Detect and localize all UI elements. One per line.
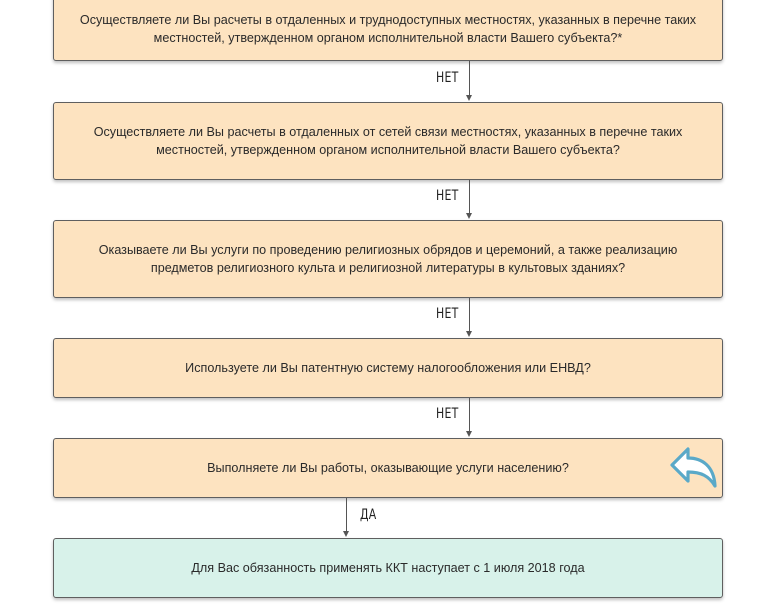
question-box-1 [53,0,723,61]
question-text-4: Используете ли Вы патентную систему налогообложения или ЕНВД? [185,361,591,375]
connector-1 [469,61,470,96]
question-text-2: Осуществляете ли Вы расчеты в отдаленных от сетей связи местностях, указанных в перечне таких местностей, утвержденном органом исполнительной власти Вашего субъекта? [93,125,683,157]
question-box-5 [53,438,723,498]
back-arrow-icon[interactable] [666,440,722,494]
label-no-2: НЕТ [436,188,459,204]
arrowhead-4 [466,431,472,437]
connector-3 [469,298,470,332]
connector-5 [346,498,347,532]
question-text-1: Осуществляете ли Вы расчеты в отдаленных и труднодоступных местностях, указанных в перечне таких местностей, утвержденном органом исполнительной власти Вашего субъекта?* [79,12,697,45]
arrowhead-1 [466,95,472,101]
label-no-3: НЕТ [436,306,459,322]
question-box-2 [53,102,723,180]
question-box-3 [53,220,723,298]
question-box-4 [53,338,723,398]
connector-2 [469,180,470,214]
label-no-1: НЕТ [436,70,459,86]
arrowhead-2 [466,213,472,219]
connector-4 [469,398,470,432]
answer-box [53,538,723,598]
question-text-5: Выполняете ли Вы работы, оказывающие услуги населению? [207,461,569,475]
label-yes: ДА [360,507,377,523]
answer-text: Для Вас обязанность применять ККТ наступает с 1 июля 2018 года [191,561,585,575]
question-text-3: Оказываете ли Вы услуги по проведению религиозных обрядов и церемоний, а также реализацию предметов религиозного культа и религиозной литературы в культовых зданиях? [98,243,678,275]
label-no-4: НЕТ [436,406,459,422]
arrowhead-5 [343,531,349,537]
arrowhead-3 [466,331,472,337]
